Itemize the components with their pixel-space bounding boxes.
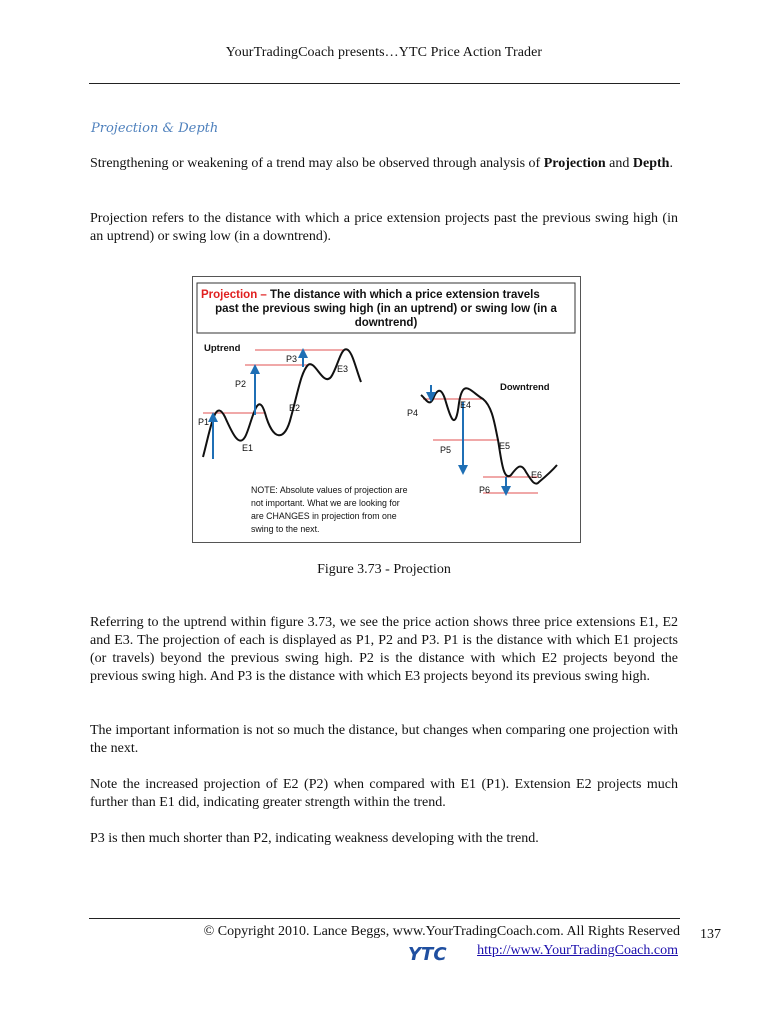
page-header-title: YourTradingCoach presents…YTC Price Action Trader [225,45,543,60]
body-paragraph-2: The important information is not so much the distance, but changes when comparing one projection with the next. [90,723,678,756]
figure-title-red: Projection [201,289,258,301]
note-line-3: are CHANGES in projection from one [251,511,397,521]
body-paragraph-3: Note the increased projection of E2 (P2) when compared with E1 (P1). Extension E2 projects much further than E1 did, indicating greater strength within the trend. [90,777,678,810]
figure-title-line1: The distance with which a price extension travels [270,289,540,301]
label-p6: P6 [479,485,491,495]
label-p3: P3 [286,354,298,364]
body-paragraph-4: P3 is then much shorter than P2, indicating weakness developing with the trend. [90,831,539,846]
figure-title-line2: past the previous swing high (in an uptrend) or swing low (in a [215,303,557,315]
header-rule [89,83,680,84]
page-number: 137 [700,927,721,942]
projection-figure [192,276,581,543]
note-line-4: swing to the next. [251,524,320,534]
body-paragraph-1: Referring to the uptrend within figure 3.73, we see the price action shows three price extensions E1, E2 and E3. The projection of each is displayed as P1, P2 and P3. P1 is the distance with which E1 projects (or travels) beyond the previous swing high. P2 is the distance with which E2 projects beyond the previous swing high. And P3 is the distance with which E3 projects beyond its previous swing high. [90,615,678,684]
depth-term: Depth [632,156,670,171]
intro-text-period: . [669,156,673,171]
uptrend-label: Uptrend [204,343,241,354]
intro-paragraph-2: Projection refers to the distance with which a price extension projects past the previous swing high (in an uptrend) or swing low (in a downtrend). [90,211,678,244]
intro-paragraph-1 [90,155,678,173]
ytc-logo-text: YTC [408,944,447,964]
note-line-1: NOTE: Absolute values of projection are [251,485,408,495]
label-e2: E2 [289,403,301,413]
label-e5: E5 [499,441,511,451]
intro-text: Strengthening or weakening of a trend may also be observed through analysis of [90,156,544,171]
projection-term: Projection [543,156,606,171]
intro-text-and: and [605,156,633,171]
downtrend-label: Downtrend [500,382,550,393]
footer-website-link[interactable]: http://www.YourTradingCoach.com [477,943,678,958]
figure-title-dash: – [257,289,271,301]
label-e1: E1 [242,443,254,453]
label-e3: E3 [337,364,349,374]
note-line-2: not important. What we are looking for [251,498,400,508]
figure-title-line3: downtrend) [354,317,418,329]
label-e4: E4 [460,400,472,410]
label-p1: P1 [198,417,210,427]
label-p4: P4 [407,408,419,418]
label-p5: P5 [440,445,452,455]
label-e6: E6 [531,470,543,480]
figure-caption: Figure 3.73 - Projection [317,562,451,577]
footer-copyright: © Copyright 2010. Lance Beggs, www.YourTradingCoach.com. All Rights Reserved [203,924,680,939]
svg-text:Projection – The distance with [201,289,540,301]
section-heading: Projection & Depth [91,121,219,136]
footer-rule [89,918,680,919]
label-p2: P2 [235,379,247,389]
